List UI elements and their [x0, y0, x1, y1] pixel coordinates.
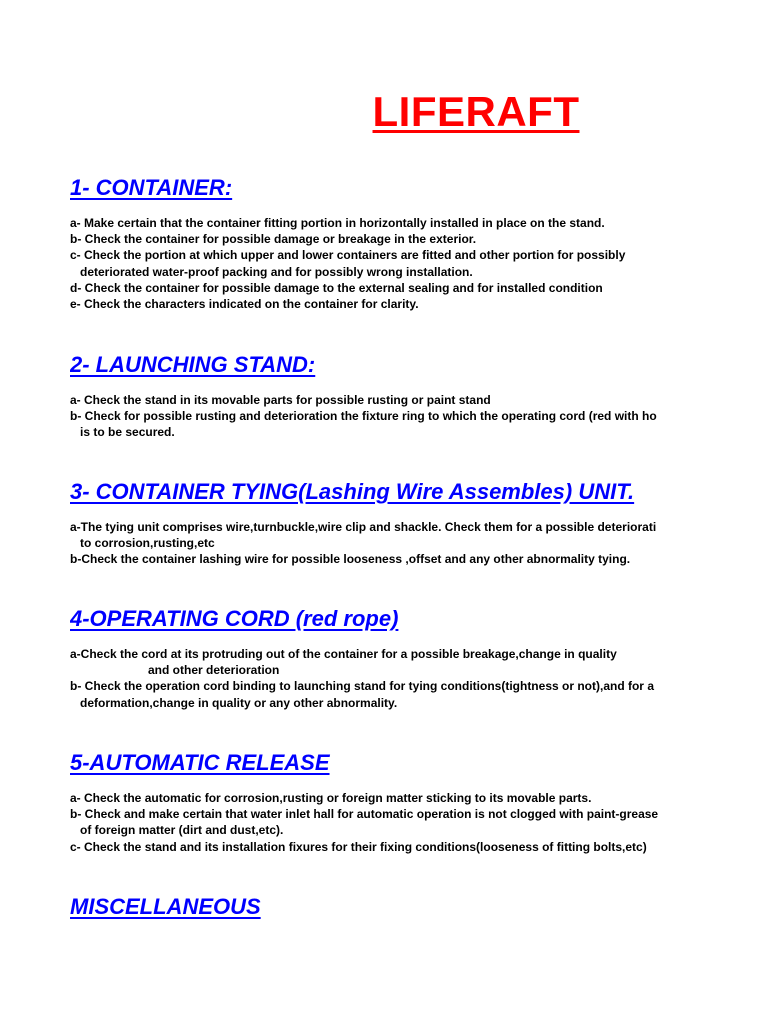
- section-container-tying: [70, 479, 680, 568]
- section-lines: [70, 646, 680, 711]
- item-line: b- Check for possible rusting and deterioration the fixture ring to which the operating cord (red with ho: [70, 409, 657, 424]
- document-title: LIFERAFT: [372, 88, 580, 135]
- item-line-continued: to corrosion,rusting,etc: [80, 536, 215, 551]
- section-launching-stand: [70, 352, 680, 441]
- section-heading: 1- CONTAINER:: [70, 175, 233, 200]
- item-line: b- Check the operation cord binding to launching stand for tying conditions(tightness or not),and for a: [70, 679, 654, 694]
- item-line: c- Check the portion at which upper and lower containers are fitted and other portion for possibly: [70, 248, 626, 263]
- section-lines: [70, 519, 680, 568]
- item-line: a-Check the cord at its protruding out of the container for a possible breakage,change in quality: [70, 647, 617, 661]
- item-line: d- Check the container for possible damage to the external sealing and for installed condition: [70, 280, 603, 295]
- item-line: e- Check the characters indicated on the container for clarity.: [70, 297, 419, 312]
- item-line-continued: of foreign matter (dirt and dust,etc).: [80, 823, 284, 838]
- item-line: a- Make certain that the container fitting portion in horizontally installed in place on the stand.: [70, 216, 605, 230]
- section-miscellaneous: [70, 894, 680, 920]
- item-line-continued: is to be secured.: [80, 425, 175, 440]
- section-heading: 4-OPERATING CORD (red rope): [70, 606, 399, 631]
- item-line: c- Check the stand and its installation fixures for their fixing conditions(looseness of fitting bolts,etc): [70, 839, 647, 854]
- item-line: a- Check the stand in its movable parts for possible rusting or paint stand: [70, 393, 491, 407]
- item-line-continued: deteriorated water-proof packing and for possibly wrong installation.: [80, 264, 473, 279]
- item-line-continued: and other deterioration: [148, 663, 280, 678]
- section-container: [70, 175, 680, 312]
- item-line: b-Check the container lashing wire for possible looseness ,offset and any other abnormality tying.: [70, 552, 631, 567]
- item-line: b- Check and make certain that water inlet hall for automatic operation is not clogged with paint-grease: [70, 807, 659, 822]
- section-heading: 5-AUTOMATIC RELEASE: [70, 750, 330, 775]
- item-line: a- Check the automatic for corrosion,rusting or foreign matter sticking to its movable parts.: [70, 791, 592, 805]
- section-heading: 3- CONTAINER TYING(Lashing Wire Assembles) UNIT.: [70, 479, 635, 504]
- section-lines: [70, 215, 680, 312]
- item-line: b- Check the container for possible damage or breakage in the exterior.: [70, 232, 477, 247]
- section-heading: MISCELLANEOUS: [70, 894, 261, 919]
- section-automatic-release: [70, 750, 680, 855]
- item-line-continued: deformation,change in quality or any other abnormality.: [80, 695, 398, 710]
- section-heading: 2- LAUNCHING STAND:: [70, 352, 316, 377]
- section-operating-cord: [70, 606, 680, 711]
- item-line: a-The tying unit comprises wire,turnbuckle,wire clip and shackle. Check them for a possible deteriorati: [70, 520, 657, 534]
- section-lines: [70, 392, 680, 441]
- section-lines: [70, 790, 680, 855]
